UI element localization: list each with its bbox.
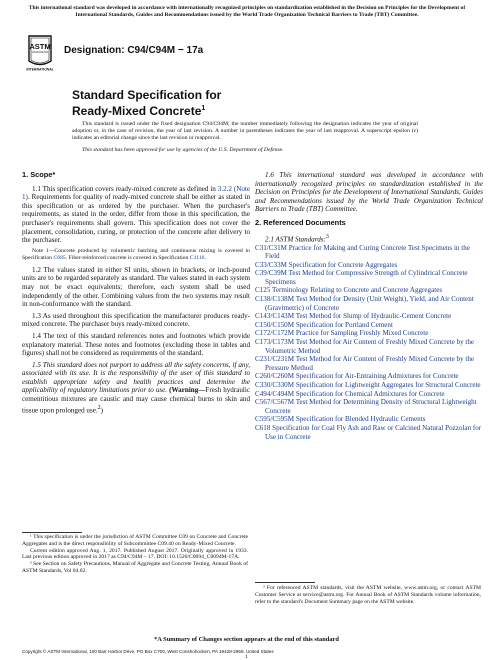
footnote-3: ³ For referenced ASTM standards, visit the ASTM website, www.astm.org, or contact ASTM Customer Service at service@astm.org. For Annual Book of ASTM Standards volume information, refer to the standard's Document Summary page on the ASTM website. xyxy=(255,585,481,605)
reference-item[interactable] xyxy=(255,381,483,390)
reference-list xyxy=(255,244,483,442)
reference-code[interactable]: C143/C143M xyxy=(255,312,295,321)
dod-approval: This standard has been approved for use by agencies of the U.S. Department of Defense. xyxy=(82,146,284,153)
reference-item[interactable] xyxy=(255,321,483,330)
reference-code[interactable]: C33/C33M xyxy=(255,260,287,269)
footnote-ref-2: 2 xyxy=(97,404,101,411)
reference-title[interactable]: Test Method for Determining Density of Structural Lightweight Concrete xyxy=(265,398,477,415)
warning-close: ) xyxy=(100,406,103,415)
title-line-1: Standard Specification for xyxy=(72,88,222,102)
intro-block xyxy=(72,121,418,158)
astm-logo-icon xyxy=(26,34,54,72)
footnotes-right xyxy=(255,585,481,605)
para-1-1-text-cont: . Requirements for quality of ready-mixed concrete shall be either as stated in this specification or as ordered by the purchaser. When the purchaser's requirements, as stated in the order, differ from those in this specification, the purchaser's requirements shall govern. This specification does not cover the placement, consolidation, curing, or protection of the concrete after delivery to the purchaser. xyxy=(22,193,250,245)
section-link[interactable]: 3.2.2 (Note 1) xyxy=(22,184,250,202)
reference-title[interactable]: Specification for Concrete Aggregates xyxy=(288,260,398,269)
footnote-rule-right xyxy=(255,582,315,583)
reference-item[interactable] xyxy=(255,286,483,295)
astm-standards-label xyxy=(255,233,483,244)
footnotes-left xyxy=(22,534,248,575)
para-1-1 xyxy=(22,185,250,245)
svg-text:INTERNATIONAL: INTERNATIONAL xyxy=(26,67,54,72)
warning-label: (Warning— xyxy=(167,386,206,395)
title-line-2 xyxy=(72,102,221,118)
footnote-1: ¹ This specification is under the jurisdiction of ASTM Committee C09 on Concrete and Concrete Aggregates and is the direct responsibility of Subcommittee C09.40 on Ready-Mixed Concrete. xyxy=(22,534,248,547)
reference-item[interactable] xyxy=(255,390,483,399)
reference-code[interactable]: C125 xyxy=(255,286,271,295)
para-1-1-text: 1.1 This specification covers ready-mixed concrete as defined in xyxy=(32,184,218,193)
left-column xyxy=(22,171,250,418)
reference-title[interactable]: Specification for Lightweight Aggregates for Structural Concrete xyxy=(295,381,481,390)
footnote-2: ² See Section on Safety Precautions, Manual of Aggregate and Concrete Testing, Annual Book of ASTM Standards, Vol 04.02. xyxy=(22,561,248,574)
reference-title[interactable]: Specification for Chemical Admixtures for Concrete xyxy=(295,389,445,398)
reference-code[interactable]: C595/C595M xyxy=(255,415,295,424)
reference-title[interactable]: Specification for Air-Entraining Admixtures for Concrete xyxy=(295,372,459,381)
reference-title[interactable]: Specification for Portland Cement xyxy=(295,320,393,329)
copyright: Copyright © ASTM International, 100 Barr Harbor Drive, PO Box C700, West Conshohocken, PA 19428-2959. United States xyxy=(22,649,274,654)
reference-item[interactable] xyxy=(255,269,483,286)
footnote-1-edition: Current edition approved Aug. 1, 2017. Published August 2017. Originally approved in 1933. Last previous edition approved in 2017 as C94/C94M – 17. DOI: 10.1520/C0094_C0094M-17A. xyxy=(22,547,248,561)
note-1-text-cont: . Fiber-reinforced concrete is covered in Specification xyxy=(65,254,190,261)
reference-title[interactable]: Terminology Relating to Concrete and Concrete Aggregates xyxy=(272,286,443,295)
reference-title[interactable]: Test Method for Slump of Hydraulic-Cement Concrete xyxy=(295,312,452,321)
right-column xyxy=(255,171,483,441)
para-1-6: 1.6 This international standard was developed in accordance with internationally recognized principles on standardization established in the Decision on Principles for the Development of International Standards, Guides and Recommendations issued by the World Trade Organization Technical Barriers to Trade (TBT) Committee. xyxy=(255,171,483,214)
intro-paragraph: This standard is issued under the fixed designation C94/C94M; the number immediately following the designation indicates the year of original adoption or, in the case of revision, the year of last revision. A number in parentheses indicates the year of last reapproval. A superscript epsilon (ε) indicates an editorial change since the last revision or reapproval. xyxy=(72,121,418,142)
footnote-rule-left xyxy=(22,532,82,533)
safety-statement: 1.5 This standard does not purport to address all the safety concerns, if any, associated with its use. It is the responsibility of the user of this standard to establish appropriate safety and health practices and determine the applicability of regulatory limitations prior to use. xyxy=(22,360,250,395)
reference-item[interactable] xyxy=(255,372,483,381)
reference-code[interactable]: C260/C260M xyxy=(255,372,295,381)
reference-code[interactable]: C494/C494M xyxy=(255,389,295,398)
reference-code[interactable]: C138/C138M xyxy=(255,295,295,304)
reference-code[interactable]: C567/C567M xyxy=(255,398,295,407)
para-1-2: 1.2 The values stated in either SI units, shown in brackets, or inch-pound units are to be regarded separately as standard. The values stated in each system may not be exact equivalents; therefore, each system shall be used independently of the other. Combining values from the two systems may result in non-conformance with the standard. xyxy=(22,265,250,309)
reference-item[interactable] xyxy=(255,329,483,338)
svg-text:ASTM: ASTM xyxy=(29,42,51,51)
reference-title[interactable]: Practice for Sampling Freshly Mixed Concrete xyxy=(295,329,429,338)
referenced-documents-heading: 2. Referenced Documents xyxy=(255,217,346,227)
reference-title[interactable]: Test Method for Air Content of Freshly Mixed Concrete by the Volumetric Method xyxy=(265,338,475,355)
reference-code[interactable]: C172/C172M xyxy=(255,329,295,338)
title-footnote-ref: 1 xyxy=(201,105,206,112)
reference-item[interactable] xyxy=(255,261,483,270)
title-main: Ready-Mixed Concrete xyxy=(72,104,202,118)
reference-title[interactable]: Specification for Coal Fly Ash and Raw or Calcined Natural Pozzolan for Use in Concrete xyxy=(265,423,482,441)
c685-link[interactable]: C685 xyxy=(53,254,66,261)
reference-item[interactable] xyxy=(255,312,483,321)
warning-text: Fresh hydraulic cementitious mixtures are caustic and may cause chemical burns to skin and tissue upon prolonged use. xyxy=(22,386,250,415)
reference-item[interactable] xyxy=(255,244,483,261)
reference-code[interactable]: C330/C330M xyxy=(255,381,295,390)
designation: Designation: C94/C94M − 17a xyxy=(64,45,204,56)
reference-title[interactable]: Test Method for Air Content of Freshly Mixed Concrete by the Pressure Method xyxy=(265,355,475,372)
reference-code[interactable]: C618 xyxy=(255,423,271,432)
reference-item[interactable] xyxy=(255,398,483,415)
reference-title[interactable]: Test Method for Density (Unit Weight), Yield, and Air Content (Gravimetric) of Concrete xyxy=(265,295,474,312)
reference-title[interactable]: Practice for Making and Curing Concrete Test Specimens in the Field xyxy=(265,243,470,261)
reference-item[interactable] xyxy=(255,415,483,424)
reference-item[interactable] xyxy=(255,355,483,372)
page-number: 1 xyxy=(245,654,248,660)
note-1-text: Note 1—Concrete produced by volumetric batching and continuous mixing is covered in Specification xyxy=(22,247,250,261)
reference-title[interactable]: Test Method for Compressive Strength of Cylindrical Concrete Specimens xyxy=(265,269,468,286)
reference-code[interactable]: C150/C150M xyxy=(255,320,295,329)
scope-heading: 1. Scope* xyxy=(22,170,56,179)
astm-standards-text: 2.1 ASTM Standards: xyxy=(265,234,326,243)
footnote-ref-3: 3 xyxy=(325,233,329,240)
reference-item[interactable] xyxy=(255,338,483,355)
note-1 xyxy=(22,248,250,262)
para-1-3: 1.3 As used throughout this specification the manufacturer produces ready-mixed concrete. The purchaser buys ready-mixed concrete. xyxy=(22,311,250,329)
reference-code[interactable]: C31/C31M xyxy=(255,243,287,252)
para-1-5 xyxy=(22,361,250,415)
para-1-4: 1.4 The text of this standard references notes and footnotes which provide explanatory material. These notes and footnotes (excluding those in tables and figures) shall not be considered as requirements of the standard. xyxy=(22,331,250,358)
document-title xyxy=(72,88,221,118)
c1116-link[interactable]: C1116 xyxy=(189,254,205,261)
reference-code[interactable]: C173/C173M xyxy=(255,338,295,347)
reference-title[interactable]: Specification for Blended Hydraulic Cements xyxy=(295,415,426,424)
note-1-end: . xyxy=(204,254,206,261)
summary-of-changes: *A Summary of Changes section appears at the end of this standard xyxy=(154,636,339,643)
reference-code[interactable]: C39/C39M xyxy=(255,269,287,278)
reference-item[interactable] xyxy=(255,295,483,312)
wto-notice: This international standard was developed in accordance with internationally recognized principles on standardization established in the Decision on Principles for the Development of International Standards, Guides and Recommendations issued by the World Trade Organization Technical Barriers to Trade (TBT) Committee. xyxy=(28,5,466,18)
reference-code[interactable]: C231/C231M xyxy=(255,355,295,364)
reference-item[interactable] xyxy=(255,424,483,441)
